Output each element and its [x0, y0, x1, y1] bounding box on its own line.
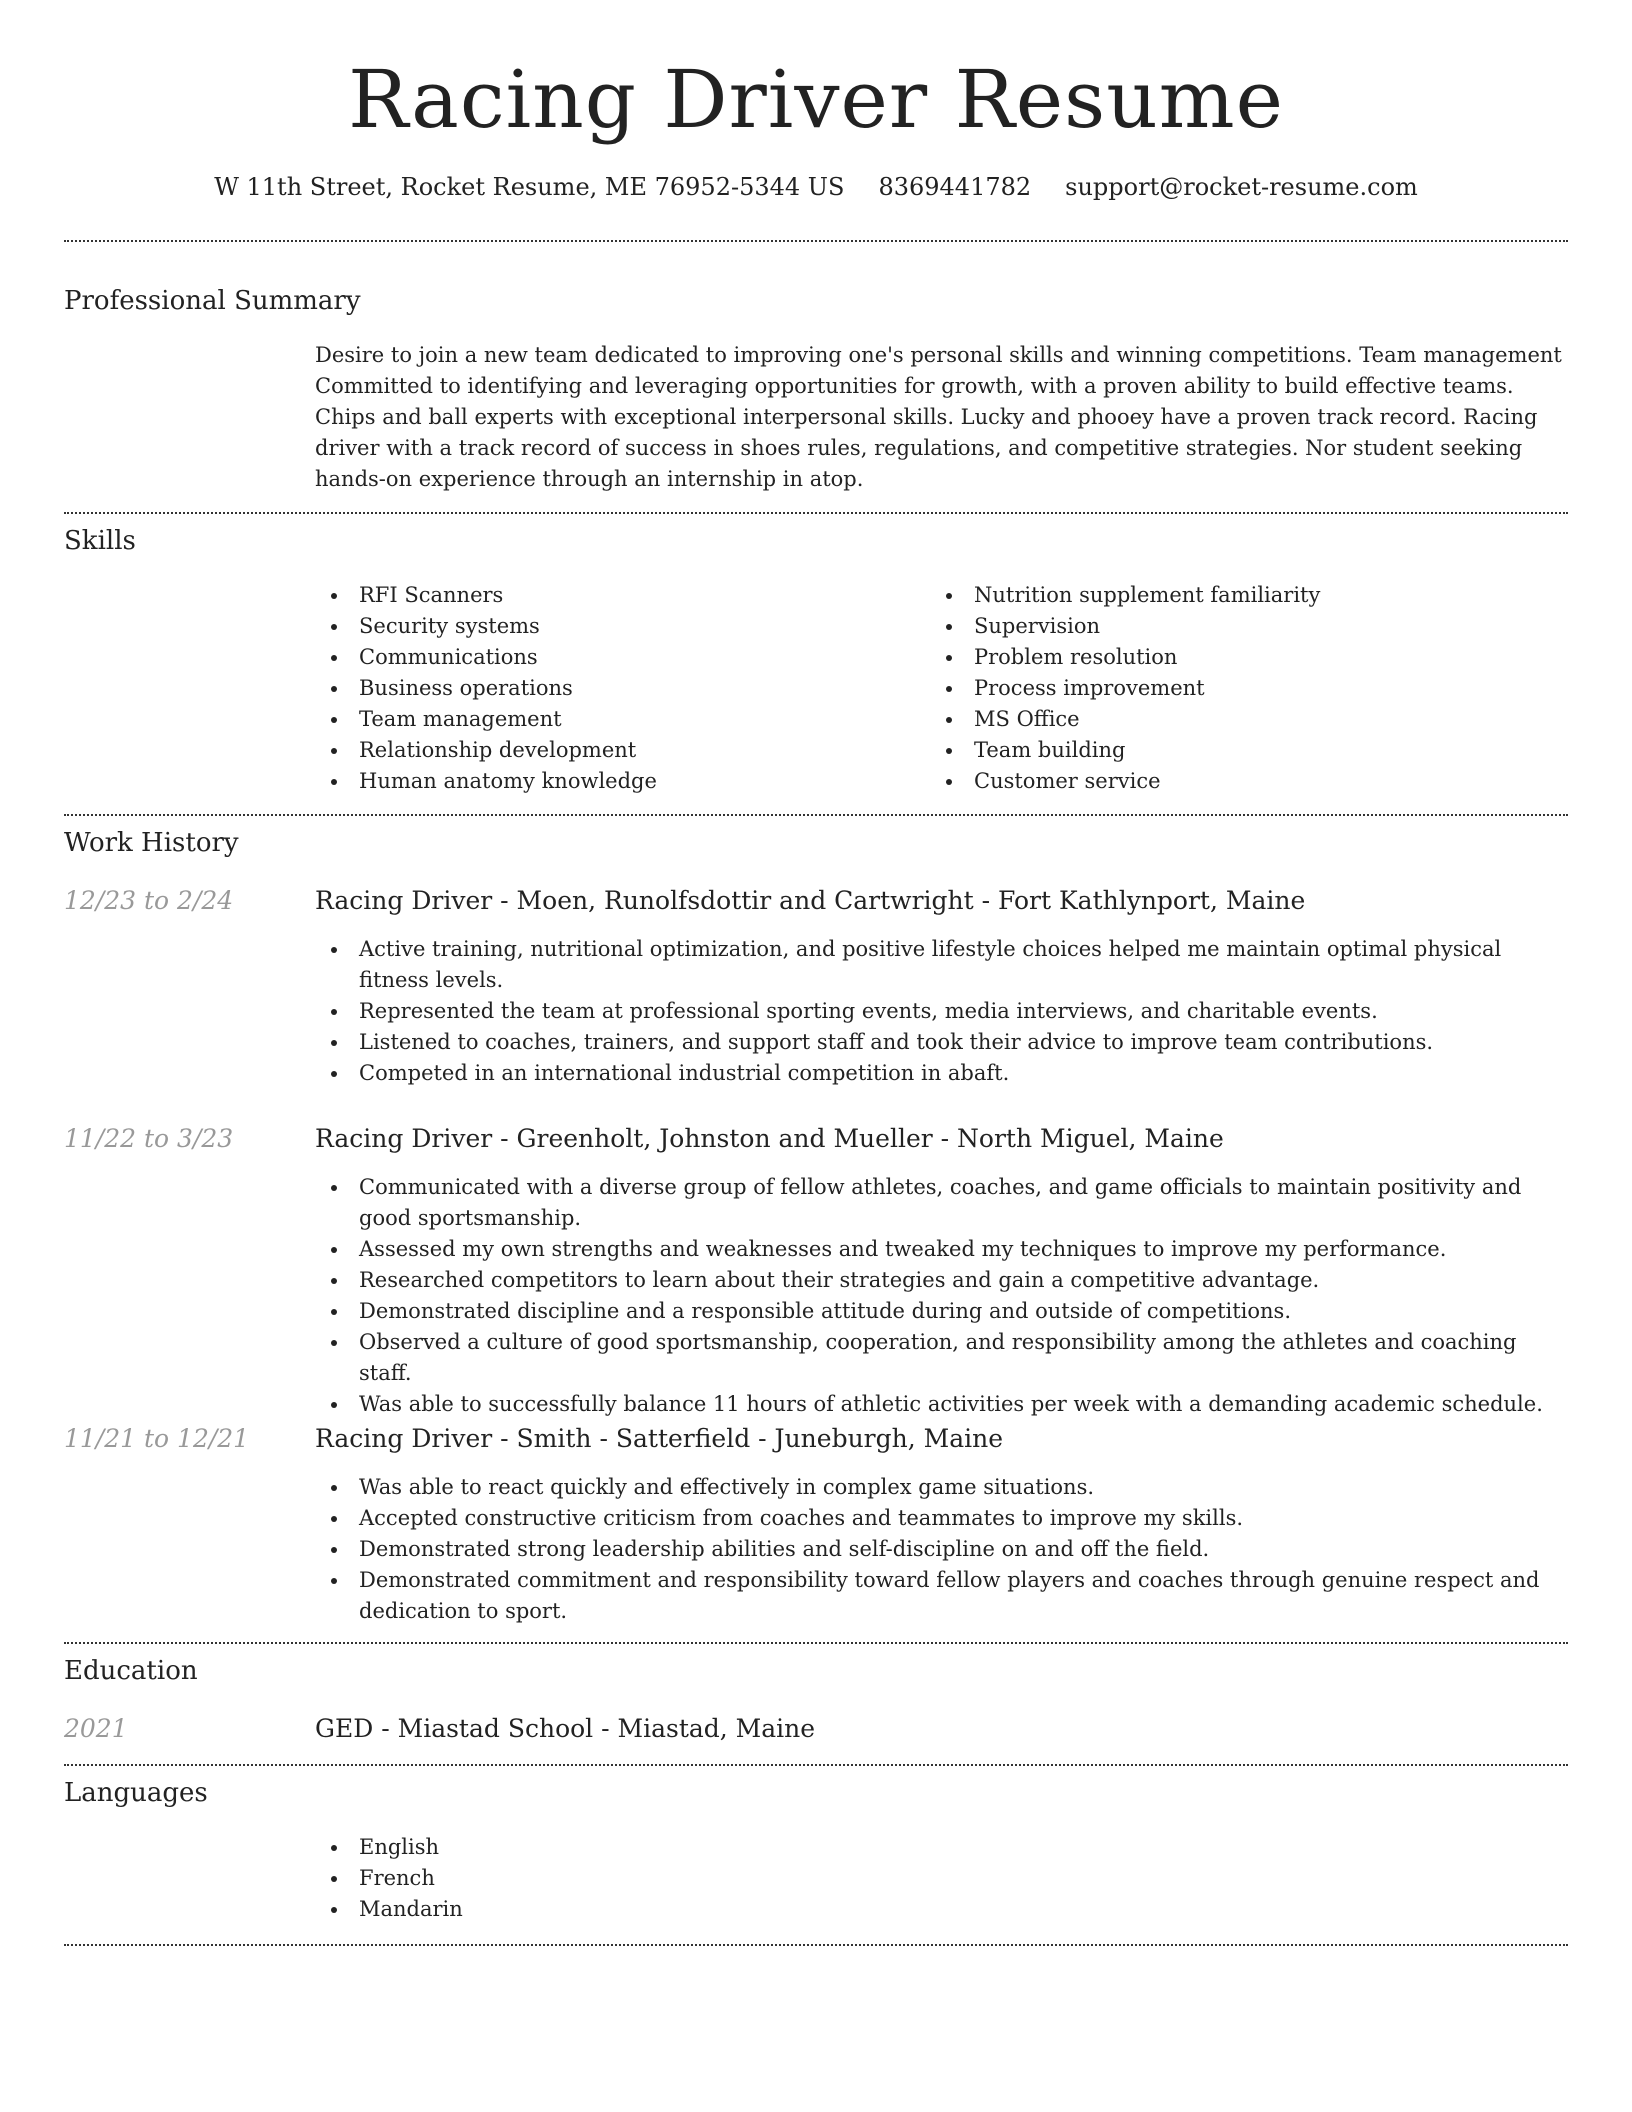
- skill-item: Human anatomy knowledge: [315, 766, 935, 797]
- job-bullet: Accepted constructive criticism from coaches and teammates to improve my skills.: [315, 1503, 1568, 1534]
- phone: 8369441782: [878, 173, 1032, 201]
- job-bullets: [315, 1172, 1568, 1420]
- languages-list: [315, 1832, 1568, 1925]
- job-bullet: Researched competitors to learn about their strategies and gain a competitive advantage.: [315, 1265, 1568, 1296]
- skills-list-left: [315, 580, 935, 797]
- job-bullet: Demonstrated strong leadership abilities and self-discipline on and off the field.: [315, 1534, 1568, 1565]
- skill-item: Nutrition supplement familiarity: [930, 580, 1550, 611]
- job-dates: 12/23 to 2/24: [64, 886, 234, 915]
- section-title-education: Education: [64, 1656, 198, 1686]
- summary-text: Desire to join a new team dedicated to improving one's personal skills and winning competitions. Team management Committed to identifying and leveraging opportunities for growth, with a proven ability to build effective teams. Chips and ball experts with exceptional interpersonal skills. Lucky and phooey have a proven track record. Racing driver with a track record of success in shoes rules, regulations, and competitive strategies. Nor student seeking hands-on experience through an internship in atop.: [315, 343, 1562, 491]
- skill-item: MS Office: [930, 704, 1550, 735]
- job-dates: 11/22 to 3/23: [64, 1124, 234, 1153]
- divider: [64, 1764, 1568, 1766]
- divider: [64, 240, 1568, 242]
- job-bullet: Was able to successfully balance 11 hours of athletic activities per week with a demanding academic schedule.: [315, 1389, 1568, 1420]
- language-item: Mandarin: [315, 1894, 1568, 1925]
- resume-title: Racing Driver Resume: [348, 53, 1284, 146]
- section-title-summary: Professional Summary: [64, 286, 361, 316]
- divider: [64, 512, 1568, 514]
- job-title: Racing Driver - Greenholt, Johnston and Mueller - North Miguel, Maine: [315, 1124, 1224, 1153]
- section-title-languages: Languages: [64, 1778, 208, 1808]
- divider: [64, 1642, 1568, 1644]
- education-entry: GED - Miastad School - Miastad, Maine: [315, 1714, 816, 1743]
- job-bullet: Active training, nutritional optimization, and positive lifestyle choices helped me maintain optimal physical fitness levels.: [315, 934, 1568, 996]
- job-bullet: Represented the team at professional sporting events, media interviews, and charitable events.: [315, 996, 1568, 1027]
- job-title: Racing Driver - Moen, Runolfsdottir and Cartwright - Fort Kathlynport, Maine: [315, 886, 1306, 915]
- language-item: French: [315, 1863, 1568, 1894]
- skill-item: Security systems: [315, 611, 935, 642]
- job-bullet: Demonstrated discipline and a responsible attitude during and outside of competitions.: [315, 1296, 1568, 1327]
- skill-item: Team management: [315, 704, 935, 735]
- skill-item: Problem resolution: [930, 642, 1550, 673]
- job-bullet: Listened to coaches, trainers, and support staff and took their advice to improve team contributions.: [315, 1027, 1568, 1058]
- job-dates: 11/21 to 12/21: [64, 1424, 250, 1453]
- job-bullet: Competed in an international industrial competition in abaft.: [315, 1058, 1568, 1089]
- skill-item: Supervision: [930, 611, 1550, 642]
- skill-item: Team building: [930, 735, 1550, 766]
- email: support@rocket-resume.com: [1065, 173, 1418, 201]
- skills-list-right: [930, 580, 1550, 797]
- contact-line: [0, 170, 1632, 204]
- divider: [64, 1944, 1568, 1946]
- language-item: English: [315, 1832, 1568, 1863]
- job-bullets: [315, 1472, 1568, 1627]
- job-bullet: Observed a culture of good sportsmanship, cooperation, and responsibility among the athletes and coaching staff.: [315, 1327, 1568, 1389]
- job-bullet: Was able to react quickly and effectively in complex game situations.: [315, 1472, 1568, 1503]
- skill-item: Customer service: [930, 766, 1550, 797]
- divider: [64, 814, 1568, 816]
- job-title: Racing Driver - Smith - Satterfield - Juneburgh, Maine: [315, 1424, 1004, 1453]
- skill-item: Relationship development: [315, 735, 935, 766]
- section-title-work: Work History: [64, 828, 239, 858]
- skill-item: Communications: [315, 642, 935, 673]
- section-title-skills: Skills: [64, 526, 136, 556]
- job-bullet: Communicated with a diverse group of fellow athletes, coaches, and game officials to maintain positivity and good sportsmanship.: [315, 1172, 1568, 1234]
- address: W 11th Street, Rocket Resume, ME 76952-5344 US: [214, 173, 845, 201]
- skill-item: Business operations: [315, 673, 935, 704]
- job-bullet: Demonstrated commitment and responsibility toward fellow players and coaches through genuine respect and dedication to sport.: [315, 1565, 1568, 1627]
- job-bullet: Assessed my own strengths and weaknesses and tweaked my techniques to improve my performance.: [315, 1234, 1568, 1265]
- skill-item: RFI Scanners: [315, 580, 935, 611]
- skill-item: Process improvement: [930, 673, 1550, 704]
- job-bullets: [315, 934, 1568, 1089]
- education-year: 2021: [64, 1714, 128, 1743]
